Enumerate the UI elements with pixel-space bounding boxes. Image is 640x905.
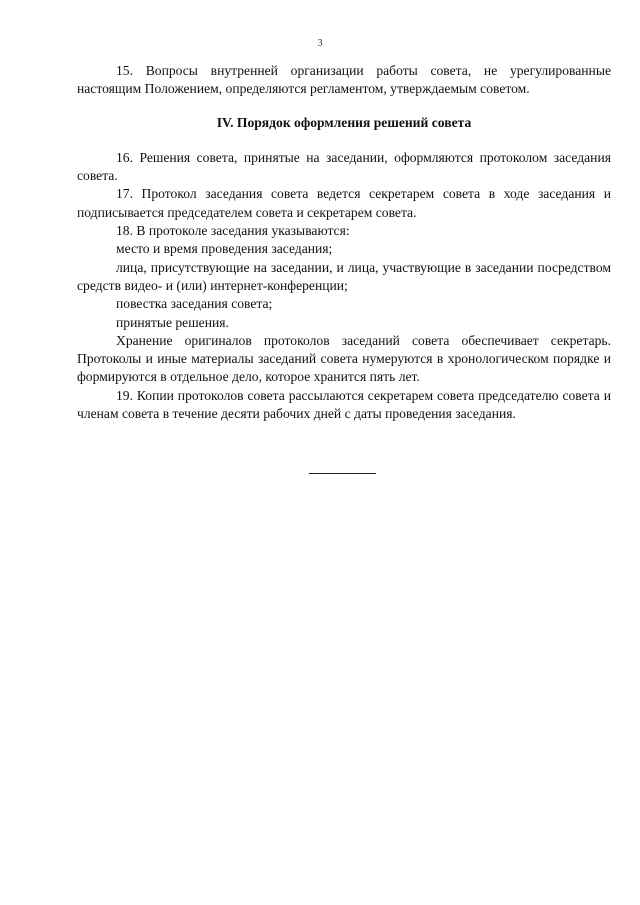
closing-rule (309, 473, 376, 474)
list-item-participants: лица, присутствующие на заседании, и лица, участвующие в заседании посредством средств видео- и (или) интернет-конференции; (77, 259, 611, 293)
paragraph-17: 17. Протокол заседания совета ведется секретарем совета в ходе заседания и подписывается председателем совета и секретарем совета. (77, 186, 611, 220)
section-heading: IV. Порядок оформления решений совета (216, 114, 472, 130)
paragraph-15: 15. Вопросы внутренней организации работы совета, не урегулированные настоящим Положением, определяются регламентом, утверждаемым советом. (77, 63, 611, 97)
paragraph-16: 16. Решения совета, принятые на заседании, оформляются протоколом заседания совета. (77, 149, 611, 184)
paragraph-18: 18. В протоколе заседания указываются: (116, 223, 350, 239)
list-item-decisions: принятые решения. (116, 314, 229, 330)
page-number: 3 (317, 38, 323, 49)
paragraph-storage: Хранение оригиналов протоколов заседаний совета обеспечивает секретарь. Протоколы и иные материалы заседаний совета нумеруются в хронологическом порядке и формируются в отдельное дело, которое хранится пять лет. (77, 332, 611, 385)
paragraph-19: 19. Копии протоколов совета рассылаются секретарем совета председателю совета и членам совета в течение десяти рабочих дней с даты проведения заседания. (77, 387, 611, 422)
document-body (77, 62, 611, 423)
list-item-agenda: повестка заседания совета; (116, 296, 273, 312)
list-item-place-time: место и время проведения заседания; (116, 241, 333, 257)
